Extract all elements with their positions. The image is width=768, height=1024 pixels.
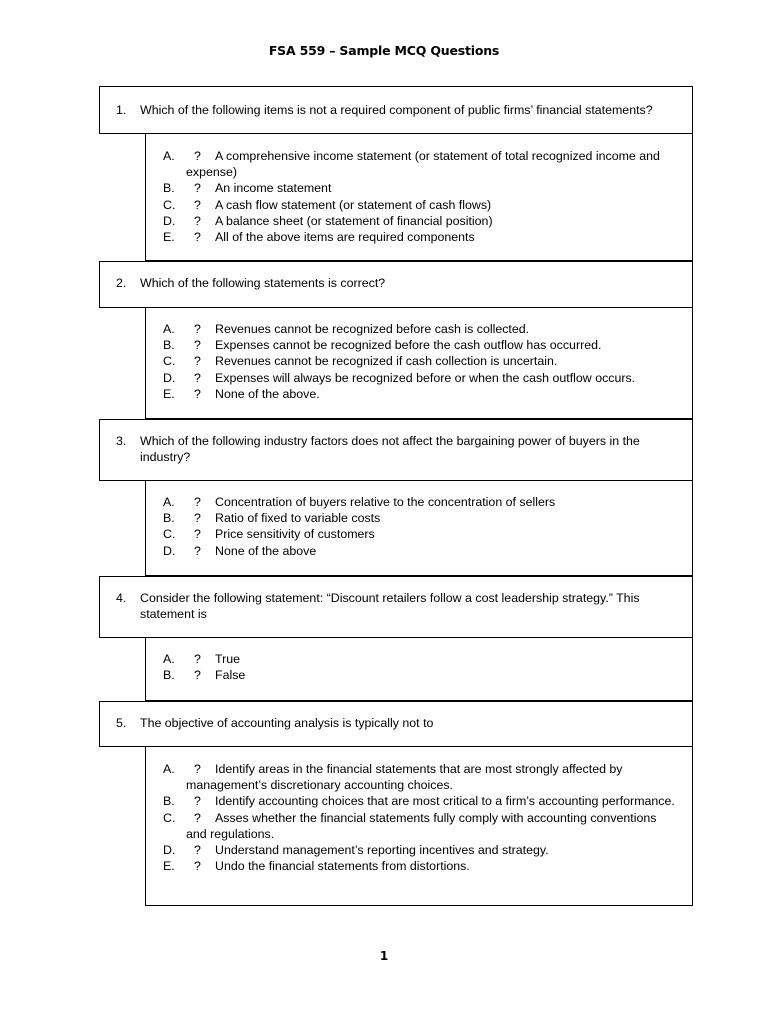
- option-mark: ?: [194, 149, 201, 163]
- option-mark: ?: [194, 652, 201, 666]
- option-letter: E.: [163, 230, 175, 245]
- option-d[interactable]: [146, 842, 692, 858]
- option-d[interactable]: [146, 213, 692, 229]
- option-mark: ?: [194, 843, 201, 858]
- option-a[interactable]: [146, 494, 692, 510]
- options-box-2: [145, 308, 693, 419]
- question-box-1: [99, 86, 693, 134]
- option-text: Expenses cannot be recognized before the cash outflow has occurred.: [215, 338, 602, 353]
- option-mark: ?: [194, 386, 201, 401]
- option-mark: ?: [194, 354, 201, 369]
- option-letter: A.: [163, 652, 175, 666]
- question-box-3: [99, 419, 693, 481]
- option-mark: ?: [194, 495, 201, 509]
- option-mark: ?: [194, 338, 201, 353]
- option-c[interactable]: [146, 353, 692, 369]
- option-mark: ?: [194, 511, 201, 526]
- option-a[interactable]: [146, 651, 692, 667]
- option-text: All of the above items are required components: [215, 230, 475, 245]
- question-number: 1.: [116, 103, 127, 117]
- option-text: None of the above.: [215, 386, 320, 401]
- option-letter: D.: [163, 543, 176, 558]
- option-text: Ratio of fixed to variable costs: [215, 511, 381, 526]
- option-text: An income statement: [215, 181, 332, 196]
- option-mark: ?: [194, 181, 201, 196]
- option-text: Asses whether the financial statements fully comply with accounting conventions and regulations.: [186, 810, 657, 841]
- option-mark: ?: [194, 322, 201, 336]
- option-text: A comprehensive income statement (or statement of total recognized income and expense): [186, 149, 660, 180]
- question-text: Which of the following industry factors does not affect the bargaining power of buyers in the industry?: [140, 434, 640, 464]
- option-text: True: [215, 652, 241, 666]
- option-mark: ?: [194, 543, 201, 558]
- option-mark: ?: [194, 197, 201, 212]
- option-text: None of the above: [215, 543, 317, 558]
- option-mark: ?: [194, 668, 201, 683]
- option-text: Identify accounting choices that are most critical to a firm’s accounting performance.: [215, 794, 675, 809]
- option-mark: ?: [194, 762, 201, 776]
- option-letter: D.: [163, 843, 176, 858]
- question-text: Which of the following statements is correct?: [140, 276, 386, 290]
- option-text: Undo the financial statements from distortions.: [215, 859, 470, 874]
- option-e[interactable]: [146, 858, 692, 874]
- option-c[interactable]: [146, 526, 692, 542]
- option-mark: ?: [194, 810, 201, 825]
- option-letter: C.: [163, 810, 176, 825]
- option-c[interactable]: [146, 810, 692, 842]
- question-number: 2.: [116, 276, 127, 290]
- option-letter: D.: [163, 213, 176, 228]
- option-text: False: [215, 668, 246, 683]
- option-d[interactable]: [146, 370, 692, 386]
- option-letter: B.: [163, 181, 175, 196]
- option-letter: A.: [163, 322, 175, 336]
- question-text: Consider the following statement: “Discount retailers follow a cost leadership strategy.” This statement is: [140, 591, 640, 621]
- option-c[interactable]: [146, 197, 692, 213]
- option-a[interactable]: [146, 761, 692, 793]
- option-mark: ?: [194, 213, 201, 228]
- options-box-4: [145, 638, 693, 701]
- option-mark: ?: [194, 230, 201, 245]
- question-text: Which of the following items is not a required component of public firms’ financial statements?: [140, 103, 653, 117]
- option-mark: ?: [194, 527, 201, 542]
- option-b[interactable]: [146, 337, 692, 353]
- question-box-2: [99, 261, 693, 308]
- option-a[interactable]: [146, 321, 692, 337]
- question-box-4: [99, 576, 693, 638]
- option-text: Understand management’s reporting incentives and strategy.: [215, 843, 549, 858]
- option-d[interactable]: [146, 543, 692, 559]
- option-text: Identify areas in the financial statements that are most strongly affected by management’s discretionary accounting choices.: [186, 762, 623, 793]
- option-letter: D.: [163, 370, 176, 385]
- option-letter: C.: [163, 197, 176, 212]
- option-mark: ?: [194, 794, 201, 809]
- option-a[interactable]: [146, 148, 692, 180]
- option-mark: ?: [194, 859, 201, 874]
- option-letter: B.: [163, 794, 175, 809]
- page-title: FSA 559 – Sample MCQ Questions: [268, 43, 500, 58]
- option-letter: A.: [163, 149, 175, 163]
- option-b[interactable]: [146, 180, 692, 196]
- option-letter: A.: [163, 495, 175, 509]
- option-b[interactable]: [146, 667, 692, 683]
- option-text: A balance sheet (or statement of financial position): [215, 213, 493, 228]
- option-e[interactable]: [146, 386, 692, 402]
- option-e[interactable]: [146, 229, 692, 245]
- question-box-5: [99, 701, 693, 747]
- options-box-1: [145, 134, 693, 261]
- option-b[interactable]: [146, 510, 692, 526]
- options-box-5: [145, 747, 693, 906]
- question-number: 4.: [116, 591, 127, 605]
- question-number: 3.: [116, 434, 127, 448]
- option-text: A cash flow statement (or statement of cash flows): [215, 197, 492, 212]
- option-letter: B.: [163, 511, 175, 526]
- option-mark: ?: [194, 370, 201, 385]
- option-text: Expenses will always be recognized before or when the cash outflow occurs.: [215, 370, 636, 385]
- option-b[interactable]: [146, 793, 692, 809]
- option-text: Revenues cannot be recognized if cash collection is uncertain.: [215, 354, 558, 369]
- question-number: 5.: [116, 716, 127, 730]
- option-text: Price sensitivity of customers: [215, 527, 375, 542]
- page-number: 1: [379, 949, 389, 963]
- option-letter: E.: [163, 386, 175, 401]
- options-box-3: [145, 481, 693, 576]
- option-letter: E.: [163, 859, 175, 874]
- option-letter: B.: [163, 338, 175, 353]
- option-letter: B.: [163, 668, 175, 683]
- question-text: The objective of accounting analysis is typically not to: [140, 716, 434, 730]
- option-letter: C.: [163, 527, 176, 542]
- option-letter: A.: [163, 762, 175, 776]
- option-letter: C.: [163, 354, 176, 369]
- option-text: Revenues cannot be recognized before cash is collected.: [215, 322, 530, 336]
- option-text: Concentration of buyers relative to the concentration of sellers: [215, 495, 556, 509]
